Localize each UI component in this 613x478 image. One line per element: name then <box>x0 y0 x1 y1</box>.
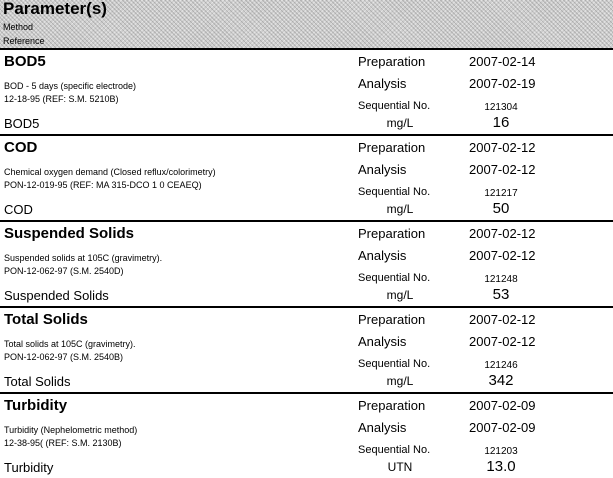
preparation-label: Preparation <box>358 398 426 413</box>
parameter-section-cod <box>0 134 613 220</box>
section-divider <box>0 220 613 222</box>
parameter-section-turbidity <box>0 392 613 478</box>
parameter-section-total-solids <box>0 306 613 392</box>
result-parameter-name: Total Solids <box>4 374 71 389</box>
result-parameter-name: Turbidity <box>4 460 54 475</box>
analysis-label: Analysis <box>358 76 407 91</box>
result-unit: mg/L <box>386 202 414 216</box>
sequential-number: 121217 <box>484 188 518 199</box>
parameter-section-bod5 <box>0 48 613 134</box>
sequential-label: Sequential No. <box>358 358 431 370</box>
parameter-title: Suspended Solids <box>4 225 135 242</box>
reference-text: 12-18-95 (REF: S.M. 5210B) <box>4 94 119 104</box>
method-text: Chemical oxygen demand (Closed reflux/colorimetry) <box>4 167 216 177</box>
parameter-title: COD <box>4 139 38 156</box>
reference-text: PON-12-019-95 (REF: MA 315-DCO 1 0 CEAEQ) <box>4 180 202 190</box>
parameter-header <box>0 0 613 48</box>
reference-text: PON-12-062-97 (S.M. 2540B) <box>4 352 124 362</box>
preparation-label: Preparation <box>358 140 426 155</box>
result-parameter-name: Suspended Solids <box>4 288 109 303</box>
method-text: Suspended solids at 105C (gravimetry). <box>4 253 163 263</box>
header-method-label: Method <box>3 22 34 32</box>
result-value: 13.0 <box>486 458 516 475</box>
sequential-label: Sequential No. <box>358 100 431 112</box>
header-reference-label: Reference <box>3 36 45 46</box>
result-unit: mg/L <box>386 374 414 388</box>
section-divider <box>0 134 613 136</box>
preparation-date: 2007-02-12 <box>469 226 536 241</box>
method-text: Total solids at 105C (gravimetry). <box>4 339 136 349</box>
analysis-label: Analysis <box>358 334 407 349</box>
result-parameter-name: COD <box>4 202 33 217</box>
preparation-label: Preparation <box>358 312 426 327</box>
analysis-label: Analysis <box>358 420 407 435</box>
analysis-label: Analysis <box>358 162 407 177</box>
result-unit: mg/L <box>386 116 414 130</box>
analysis-date: 2007-02-12 <box>469 248 536 263</box>
reference-text: PON-12-062-97 (S.M. 2540D) <box>4 266 124 276</box>
preparation-date: 2007-02-09 <box>469 398 536 413</box>
analysis-date: 2007-02-12 <box>469 162 536 177</box>
analysis-date: 2007-02-12 <box>469 334 536 349</box>
result-unit: UTN <box>387 460 413 474</box>
sequential-number: 121203 <box>484 446 518 457</box>
header-title: Parameter(s) <box>3 0 107 18</box>
analysis-date: 2007-02-19 <box>469 76 536 91</box>
analysis-date: 2007-02-09 <box>469 420 536 435</box>
sequential-number: 121304 <box>484 102 518 113</box>
method-text: BOD - 5 days (specific electrode) <box>4 81 137 91</box>
preparation-date: 2007-02-12 <box>469 140 536 155</box>
method-text: Turbidity (Nephelometric method) <box>4 425 138 435</box>
sequential-number: 121246 <box>484 360 518 371</box>
parameter-title: BOD5 <box>4 53 46 70</box>
section-divider <box>0 306 613 308</box>
result-value: 342 <box>488 372 514 389</box>
preparation-label: Preparation <box>358 54 426 69</box>
result-unit: mg/L <box>386 288 414 302</box>
parameter-title: Turbidity <box>4 397 68 414</box>
result-value: 16 <box>492 114 510 131</box>
result-value: 50 <box>492 200 510 217</box>
parameter-section-suspended-solids <box>0 220 613 306</box>
section-divider <box>0 48 613 50</box>
sequential-label: Sequential No. <box>358 186 431 198</box>
result-parameter-name: BOD5 <box>4 116 40 131</box>
preparation-label: Preparation <box>358 226 426 241</box>
result-value: 53 <box>492 286 510 303</box>
section-divider <box>0 392 613 394</box>
sequential-label: Sequential No. <box>358 444 431 456</box>
sequential-label: Sequential No. <box>358 272 431 284</box>
analysis-label: Analysis <box>358 248 407 263</box>
reference-text: 12-38-95( (REF: S.M. 2130B) <box>4 438 122 448</box>
preparation-date: 2007-02-14 <box>469 54 536 69</box>
sequential-number: 121248 <box>484 274 518 285</box>
parameter-title: Total Solids <box>4 311 88 328</box>
preparation-date: 2007-02-12 <box>469 312 536 327</box>
